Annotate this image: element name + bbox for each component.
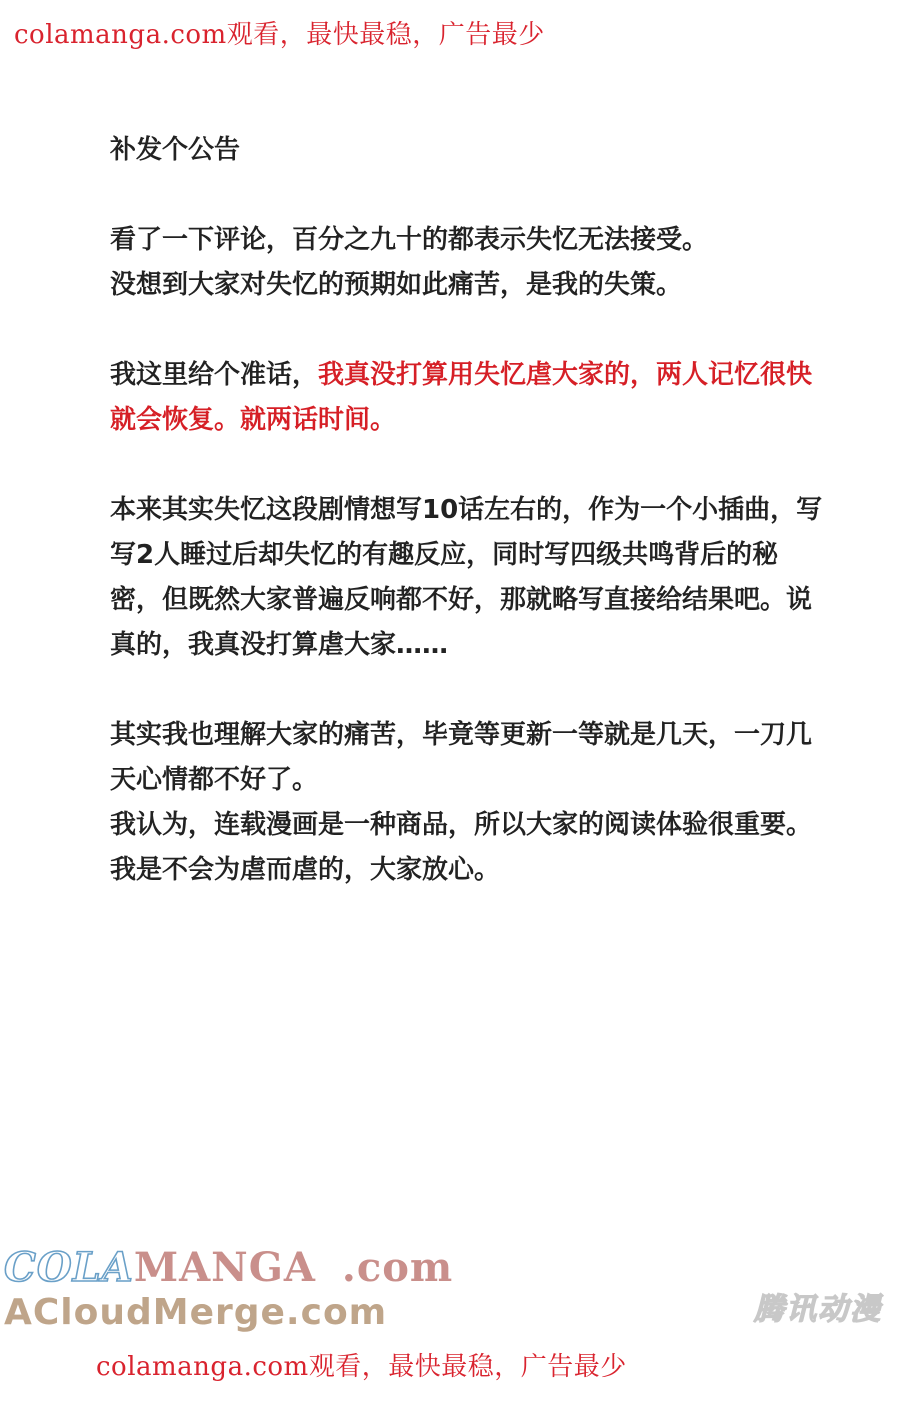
- notice-paragraph-4: [110, 713, 830, 893]
- ad-banner-top: colamanga.com观看，最快最稳，广告最少: [14, 20, 545, 50]
- watermark-manga: MANGA: [133, 1244, 316, 1291]
- paragraph-2-highlight: 我真没打算用失忆虐大家的，两人记忆很快就会恢复。就两话时间。: [110, 360, 813, 435]
- colamanga-watermark: [4, 1244, 453, 1334]
- notice-paragraph-3: 本来其实失忆这段剧情想写10话左右的，作为一个小插曲，写写2人睡过后却失忆的有趣反应，同时写四级共鸣背后的秘密，但既然大家普遍反响都不好，那就略写直接给结果吧。说真的，我真没打算虐大家……: [110, 495, 823, 660]
- notice-title: 补发个公告: [110, 135, 241, 165]
- tencent-comic-logo: 腾讯动漫: [754, 1292, 882, 1327]
- notice-body: [110, 128, 830, 938]
- watermark-line-1: [4, 1244, 453, 1292]
- paragraph-2-lead: 我这里给个准话，: [110, 360, 319, 390]
- watermark-cola: COLA: [4, 1244, 134, 1291]
- watermark-com: .com: [341, 1244, 454, 1291]
- notice-paragraph-2: [110, 353, 830, 443]
- ad-banner-bottom: colamanga.com观看，最快最稳，广告最少: [96, 1352, 627, 1382]
- paragraph-1-line-2: 没想到大家对失忆的预期如此痛苦，是我的失策。: [110, 270, 683, 300]
- watermark-acloudmerge: ACloudMerge.com: [4, 1292, 388, 1333]
- paragraph-4-line-1: 其实我也理解大家的痛苦，毕竟等更新一等就是几天，一刀几天心情都不好了。: [110, 720, 813, 795]
- notice-paragraph-1: [110, 218, 830, 308]
- paragraph-4-line-2: 我认为，连载漫画是一种商品，所以大家的阅读体验很重要。我是不会为虐而虐的，大家放心。: [110, 810, 813, 885]
- paragraph-1-line-1: 看了一下评论，百分之九十的都表示失忆无法接受。: [110, 225, 709, 255]
